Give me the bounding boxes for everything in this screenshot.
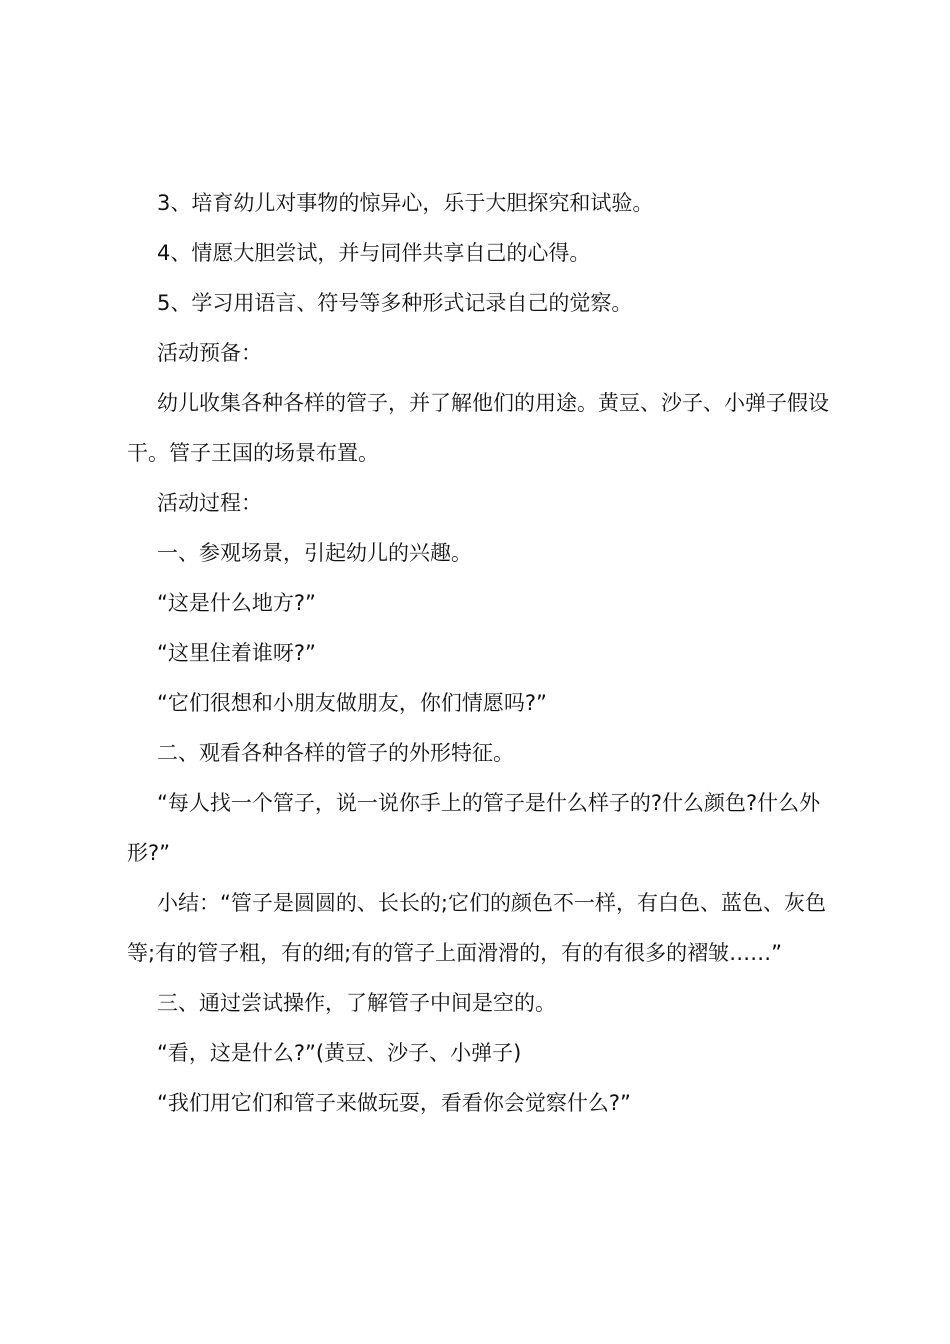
step-2-heading: 二、观看各种各样的管子的外形特征。 xyxy=(157,741,514,765)
step-3-heading: 三、通过尝试操作，了解管子中间是空的。 xyxy=(157,991,556,1015)
goal-5: 5、学习用语言、符号等多种形式记录自己的觉察。 xyxy=(157,291,633,315)
quote-3: “它们很想和小朋友做朋友，你们情愿吗?” xyxy=(157,691,547,715)
step-1-heading: 一、参观场景，引起幼儿的兴趣。 xyxy=(157,541,472,565)
section-heading-preparation: 活动预备： xyxy=(157,341,262,365)
preparation-text: 幼儿收集各种各样的管子，并了解他们的用途。黄豆、沙子、小弹子假设干。管子王国的场景布置。 xyxy=(127,391,829,465)
goal-3: 3、培育幼儿对事物的惊异心，乐于大胆探究和试验。 xyxy=(157,191,654,215)
document-body xyxy=(127,178,835,1128)
quote-1: “这是什么地方?” xyxy=(157,591,316,615)
quote-2: “这里住着谁呀?” xyxy=(157,641,316,665)
quote-4: “每人找一个管子，说一说你手上的管子是什么样子的?什么颜色?什么外形?” xyxy=(127,791,821,865)
quote-6: “我们用它们和管子来做玩耍，看看你会觉察什么?” xyxy=(157,1091,631,1115)
goal-4: 4、情愿大胆尝试，并与同伴共享自己的心得。 xyxy=(157,241,591,265)
quote-5: “看，这是什么?”(黄豆、沙子、小弹子) xyxy=(157,1041,522,1065)
summary-text: 小结：“管子是圆圆的、长长的;它们的颜色不一样，有白色、蓝色、灰色等;有的管子粗，有的细;有的管子上面滑滑的，有的有很多的褶皱……” xyxy=(127,891,826,965)
section-heading-process: 活动过程： xyxy=(157,491,262,515)
